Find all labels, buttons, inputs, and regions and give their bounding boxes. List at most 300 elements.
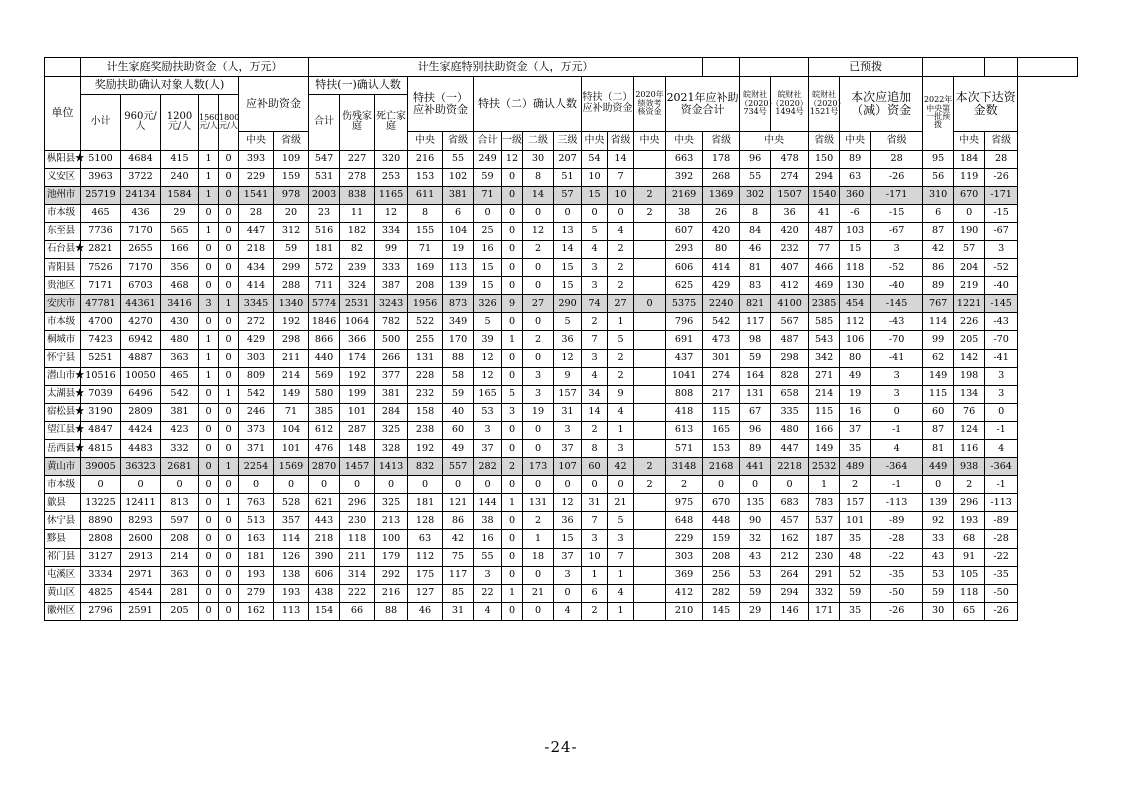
header-cell: 合计 (309, 95, 340, 151)
header-cell: 1200元/人 (161, 95, 199, 151)
table-cell: -67 (985, 222, 1018, 240)
table-cell: 0 (219, 548, 239, 566)
table-cell: 87 (923, 421, 954, 439)
table-cell: 37 (474, 440, 502, 458)
table-cell: 42 (443, 530, 474, 548)
table-cell: 166 (161, 240, 199, 258)
header-cell: 中央 (740, 132, 809, 151)
unit-name-cell: 枞阳县★ (45, 150, 81, 168)
table-cell: 229 (666, 530, 703, 548)
table-cell: 625 (666, 277, 703, 295)
table-cell: 299 (274, 259, 309, 277)
table-cell: 164 (740, 367, 771, 385)
table-cell: 0 (502, 349, 523, 367)
table-cell: 763 (239, 494, 274, 512)
table-cell: 7736 (81, 222, 121, 240)
table-cell: 89 (740, 440, 771, 458)
table-cell: 298 (274, 331, 309, 349)
table-cell: 29 (740, 602, 771, 620)
table-cell: 565 (161, 222, 199, 240)
table-cell: 38 (666, 204, 703, 222)
table-cell: 0 (199, 259, 219, 277)
table-cell: 2808 (81, 530, 121, 548)
header-cell (45, 58, 81, 77)
table-cell: 101 (840, 512, 871, 530)
header-cell: 应补助资金 (239, 76, 309, 132)
table-cell: 228 (408, 367, 443, 385)
table-cell: 19 (840, 385, 871, 403)
table-row (45, 385, 1078, 403)
table-cell: 648 (666, 512, 703, 530)
table-cell: 2 (582, 421, 608, 439)
table-cell: 153 (408, 168, 443, 186)
table-cell: 19 (443, 240, 474, 258)
table-cell: 268 (703, 168, 740, 186)
unit-name-cell: 安庆市 (45, 295, 81, 313)
table-cell: 0 (199, 440, 219, 458)
table-cell: 20 (274, 204, 309, 222)
table-cell: 0 (502, 313, 523, 331)
table-cell: 2681 (161, 458, 199, 476)
table-cell: 162 (239, 602, 274, 620)
table-cell: -22 (871, 548, 923, 566)
table-cell: 691 (666, 331, 703, 349)
table-cell: 6 (443, 204, 474, 222)
table-cell: 393 (239, 150, 274, 168)
table-cell: 621 (309, 494, 340, 512)
header-cell: 本次应追加（减）资金 (840, 76, 923, 132)
table-cell: 118 (840, 259, 871, 277)
table-cell: 2796 (81, 602, 121, 620)
table-cell: 4 (871, 440, 923, 458)
table-cell: 43 (740, 548, 771, 566)
table-cell: 296 (954, 494, 985, 512)
table-cell: 363 (161, 349, 199, 367)
table-cell: 90 (740, 512, 771, 530)
table-cell: 3 (523, 367, 554, 385)
table-cell: 0 (199, 385, 219, 403)
table-cell: 356 (161, 259, 199, 277)
table-cell: 274 (771, 168, 809, 186)
table-cell: -35 (985, 566, 1018, 584)
table-cell: 377 (375, 367, 408, 385)
table-cell: 42 (923, 240, 954, 258)
table-row (45, 602, 1078, 620)
table-cell: 229 (239, 168, 274, 186)
table-cell: 88 (443, 349, 474, 367)
table-cell: 465 (81, 204, 121, 222)
table-cell: 0 (199, 476, 219, 494)
table-cell: 294 (809, 168, 840, 186)
table-cell: 0 (523, 259, 554, 277)
table-cell: 162 (771, 530, 809, 548)
table-cell: 53 (923, 566, 954, 584)
table-cell: 390 (309, 548, 340, 566)
table-cell: 181 (408, 494, 443, 512)
table-cell: 294 (771, 584, 809, 602)
table-cell: 478 (771, 150, 809, 168)
table-row (45, 584, 1078, 602)
table-cell: 434 (239, 259, 274, 277)
table-cell: -50 (871, 584, 923, 602)
table-cell: 80 (840, 349, 871, 367)
table-cell: 2 (608, 367, 634, 385)
table-cell: 0 (502, 476, 523, 494)
table-cell: 0 (474, 476, 502, 494)
header-cell: 中央 (840, 132, 871, 151)
table-cell: 8293 (121, 512, 161, 530)
unit-name-cell: 休宁县 (45, 512, 81, 530)
table-cell: 271 (809, 367, 840, 385)
table-cell: 2 (523, 240, 554, 258)
table-cell: 12 (523, 222, 554, 240)
table-cell: 3722 (121, 168, 161, 186)
table-cell: 51 (554, 168, 582, 186)
table-cell: -28 (985, 530, 1018, 548)
table-cell: 274 (703, 367, 740, 385)
table-cell: 0 (219, 602, 239, 620)
table-cell: 37 (840, 421, 871, 439)
table-cell: -43 (985, 313, 1018, 331)
table-cell: 414 (239, 277, 274, 295)
table-body (45, 150, 1078, 620)
table-cell: 35 (840, 602, 871, 620)
table-cell: 808 (666, 385, 703, 403)
table-cell: 4847 (81, 421, 121, 439)
table-cell: 281 (161, 584, 199, 602)
table-cell: 838 (340, 186, 375, 204)
table-cell: 5251 (81, 349, 121, 367)
table-cell: 114 (923, 313, 954, 331)
table-cell: 63 (840, 168, 871, 186)
table-cell: -364 (871, 458, 923, 476)
table-cell: 0 (219, 530, 239, 548)
table-cell: 465 (161, 367, 199, 385)
table-cell: 131 (523, 494, 554, 512)
table-cell (634, 277, 666, 295)
table-cell: 4684 (121, 150, 161, 168)
table-cell: 332 (809, 584, 840, 602)
table-cell: 208 (408, 277, 443, 295)
table-cell: 7170 (121, 259, 161, 277)
table-cell: 165 (474, 385, 502, 403)
table-cell: 978 (274, 186, 309, 204)
table-cell: 282 (474, 458, 502, 476)
table-cell: 282 (703, 584, 740, 602)
table-cell (634, 222, 666, 240)
table-cell: 181 (309, 240, 340, 258)
table-cell: 303 (666, 548, 703, 566)
table-cell: 543 (809, 331, 840, 349)
table-cell: 2 (634, 476, 666, 494)
table-cell: 7 (608, 548, 634, 566)
table-cell: 0 (219, 512, 239, 530)
table-cell: 29 (161, 204, 199, 222)
header-cell: 特扶（二）确认人数 (474, 76, 582, 132)
table-cell: 15 (554, 277, 582, 295)
table-cell: 542 (161, 385, 199, 403)
table-cell: 115 (703, 403, 740, 421)
header-cell: 伤残家庭 (340, 95, 375, 151)
table-cell: 173 (523, 458, 554, 476)
table-cell: 88 (375, 602, 408, 620)
table-cell: 205 (161, 602, 199, 620)
table-cell: 1541 (239, 186, 274, 204)
table-cell: 0 (219, 204, 239, 222)
table-cell: 292 (375, 566, 408, 584)
table-cell: 357 (274, 512, 309, 530)
table-cell: 0 (219, 277, 239, 295)
table-cell: 5375 (666, 295, 703, 313)
table-cell: 0 (634, 295, 666, 313)
unit-name-cell: 贵池区 (45, 277, 81, 295)
unit-name-cell: 徽州区 (45, 602, 81, 620)
table-cell: 192 (274, 313, 309, 331)
table-cell: 480 (771, 421, 809, 439)
table-cell: 711 (309, 277, 340, 295)
table-cell: 115 (923, 385, 954, 403)
table-cell: 192 (408, 440, 443, 458)
table-cell: 2 (840, 476, 871, 494)
table-cell: 86 (923, 259, 954, 277)
table-cell: 448 (703, 512, 740, 530)
table-cell: 159 (703, 530, 740, 548)
table-cell: 3 (985, 385, 1018, 403)
table-cell: 154 (309, 602, 340, 620)
table-cell: 0 (219, 259, 239, 277)
table-cell: 60 (923, 403, 954, 421)
table-cell: 100 (375, 530, 408, 548)
table-cell: 15 (554, 259, 582, 277)
table-cell: 4544 (121, 584, 161, 602)
table-row (45, 259, 1078, 277)
table-cell: 14 (554, 240, 582, 258)
header-cell: 中央 (239, 132, 274, 151)
table-cell: 0 (502, 421, 523, 439)
table-cell: 18 (523, 548, 554, 566)
table-cell: 332 (161, 440, 199, 458)
table-cell: 3243 (375, 295, 408, 313)
table-row (45, 204, 1078, 222)
table-cell: -364 (985, 458, 1018, 476)
table-cell: 3 (199, 295, 219, 313)
table-cell: 287 (340, 421, 375, 439)
table-cell: 199 (340, 385, 375, 403)
header-cell: 小计 (81, 95, 121, 151)
table-cell: -1 (985, 421, 1018, 439)
table-cell: 342 (809, 349, 840, 367)
unit-name-cell: 望江县★ (45, 421, 81, 439)
table-cell: 89 (840, 150, 871, 168)
header-cell: 省级 (443, 132, 474, 151)
table-cell: 256 (703, 566, 740, 584)
table-cell: 213 (375, 512, 408, 530)
table-cell: 44361 (121, 295, 161, 313)
table-cell: 16 (474, 240, 502, 258)
table-cell: 33 (923, 530, 954, 548)
table-cell: 7 (608, 168, 634, 186)
table-cell: -89 (871, 512, 923, 530)
table-cell: 547 (309, 150, 340, 168)
table-cell: 36 (771, 204, 809, 222)
table-cell: 2971 (121, 566, 161, 584)
table-cell: 0 (523, 349, 554, 367)
header-cell: 一级 (502, 132, 523, 151)
table-cell: 1064 (340, 313, 375, 331)
table-cell: 232 (408, 385, 443, 403)
table-cell: 1540 (809, 186, 840, 204)
table-cell: 7526 (81, 259, 121, 277)
table-cell: 7 (582, 512, 608, 530)
table-cell: 31 (443, 602, 474, 620)
table-cell (634, 566, 666, 584)
table-cell: 0 (121, 476, 161, 494)
table-cell: 938 (954, 458, 985, 476)
header-cell: 省级 (985, 132, 1018, 151)
table-cell: 272 (239, 313, 274, 331)
table-cell: 500 (375, 331, 408, 349)
table-cell: 0 (554, 476, 582, 494)
table-cell: 171 (809, 602, 840, 620)
table-cell: 443 (309, 512, 340, 530)
table-row (45, 512, 1078, 530)
header-cell: 省级 (608, 132, 634, 151)
table-cell: 212 (771, 548, 809, 566)
header-cell: 三级 (554, 132, 582, 151)
table-cell: 76 (954, 403, 985, 421)
funding-table (44, 57, 1078, 621)
table-cell: 31 (582, 494, 608, 512)
table-cell: 1041 (666, 367, 703, 385)
table-cell: 866 (309, 331, 340, 349)
table-cell: 6 (582, 584, 608, 602)
table-cell: 821 (740, 295, 771, 313)
table-cell: 5 (608, 331, 634, 349)
table-cell: 606 (666, 259, 703, 277)
table-cell: 41 (809, 204, 840, 222)
header-cell: 中央 (582, 132, 608, 151)
table-cell: 0 (502, 440, 523, 458)
table-cell: 7423 (81, 331, 121, 349)
table-cell: 12411 (121, 494, 161, 512)
table-cell: 1 (199, 168, 219, 186)
table-cell: 246 (239, 403, 274, 421)
table-cell: 3 (608, 440, 634, 458)
header-cell: 中央 (666, 132, 703, 151)
table-cell: 412 (771, 277, 809, 295)
table-cell: 219 (954, 277, 985, 295)
table-cell: 2 (666, 476, 703, 494)
table-cell: 193 (954, 512, 985, 530)
table-row (45, 313, 1078, 331)
table-cell: 2 (954, 476, 985, 494)
table-cell: 59 (840, 584, 871, 602)
table-cell: 255 (408, 331, 443, 349)
table-cell: 420 (703, 222, 740, 240)
header-cell: 1560元/人 (199, 95, 219, 151)
table-cell: 298 (771, 349, 809, 367)
unit-name-cell: 桐城市 (45, 331, 81, 349)
table-cell: 4 (582, 240, 608, 258)
header-cell (703, 58, 740, 77)
table-cell: 284 (375, 403, 408, 421)
table-cell: 42 (608, 458, 634, 476)
table-cell: 0 (199, 512, 219, 530)
table-cell: 6942 (121, 331, 161, 349)
table-cell: 0 (502, 367, 523, 385)
table-cell: 571 (666, 440, 703, 458)
table-cell: 670 (703, 494, 740, 512)
table-cell: 222 (340, 584, 375, 602)
table-cell: 85 (443, 584, 474, 602)
table-cell: 23 (309, 204, 340, 222)
table-cell: 0 (219, 222, 239, 240)
table-cell: 0 (199, 566, 219, 584)
table-cell: 0 (199, 458, 219, 476)
table-cell: 0 (219, 403, 239, 421)
table-cell: 5 (502, 385, 523, 403)
header-cell (740, 58, 809, 77)
table-cell: 15 (554, 530, 582, 548)
table-cell: 46 (408, 602, 443, 620)
table-header (45, 58, 1078, 151)
table-cell: 873 (443, 295, 474, 313)
table-cell: 99 (923, 331, 954, 349)
table-cell: 314 (340, 566, 375, 584)
table-cell (634, 259, 666, 277)
table-cell: 39 (474, 331, 502, 349)
table-cell: 418 (666, 403, 703, 421)
table-cell: 214 (809, 385, 840, 403)
table-cell: 487 (809, 222, 840, 240)
table-cell: 169 (408, 259, 443, 277)
table-cell: 182 (340, 222, 375, 240)
table-cell: 21 (523, 584, 554, 602)
table-cell: 2 (608, 240, 634, 258)
table-cell: 112 (840, 313, 871, 331)
table-cell: 3 (474, 421, 502, 439)
table-cell: 3345 (239, 295, 274, 313)
table-cell: 2655 (121, 240, 161, 258)
table-cell: 2240 (703, 295, 740, 313)
table-cell: 118 (954, 584, 985, 602)
table-cell: 4 (608, 222, 634, 240)
table-cell: 34 (582, 385, 608, 403)
table-cell: 135 (740, 494, 771, 512)
table-cell: 0 (219, 331, 239, 349)
table-cell (634, 530, 666, 548)
table-cell: 15 (582, 186, 608, 204)
table-cell: 0 (219, 313, 239, 331)
table-cell: 71 (408, 240, 443, 258)
table-cell: 238 (408, 421, 443, 439)
table-cell: 290 (554, 295, 582, 313)
table-cell: 7039 (81, 385, 121, 403)
table-cell: 205 (954, 331, 985, 349)
table-cell: 335 (771, 403, 809, 421)
table-cell: 92 (923, 512, 954, 530)
table-cell: 430 (161, 313, 199, 331)
table-cell: 208 (161, 530, 199, 548)
table-cell: 82 (340, 240, 375, 258)
table-cell: 7171 (81, 277, 121, 295)
table-cell: 4887 (121, 349, 161, 367)
table-cell: 537 (809, 512, 840, 530)
table-cell: 0 (502, 512, 523, 530)
table-cell: 0 (219, 421, 239, 439)
table-cell: 11 (340, 204, 375, 222)
table-cell: 0 (502, 566, 523, 584)
